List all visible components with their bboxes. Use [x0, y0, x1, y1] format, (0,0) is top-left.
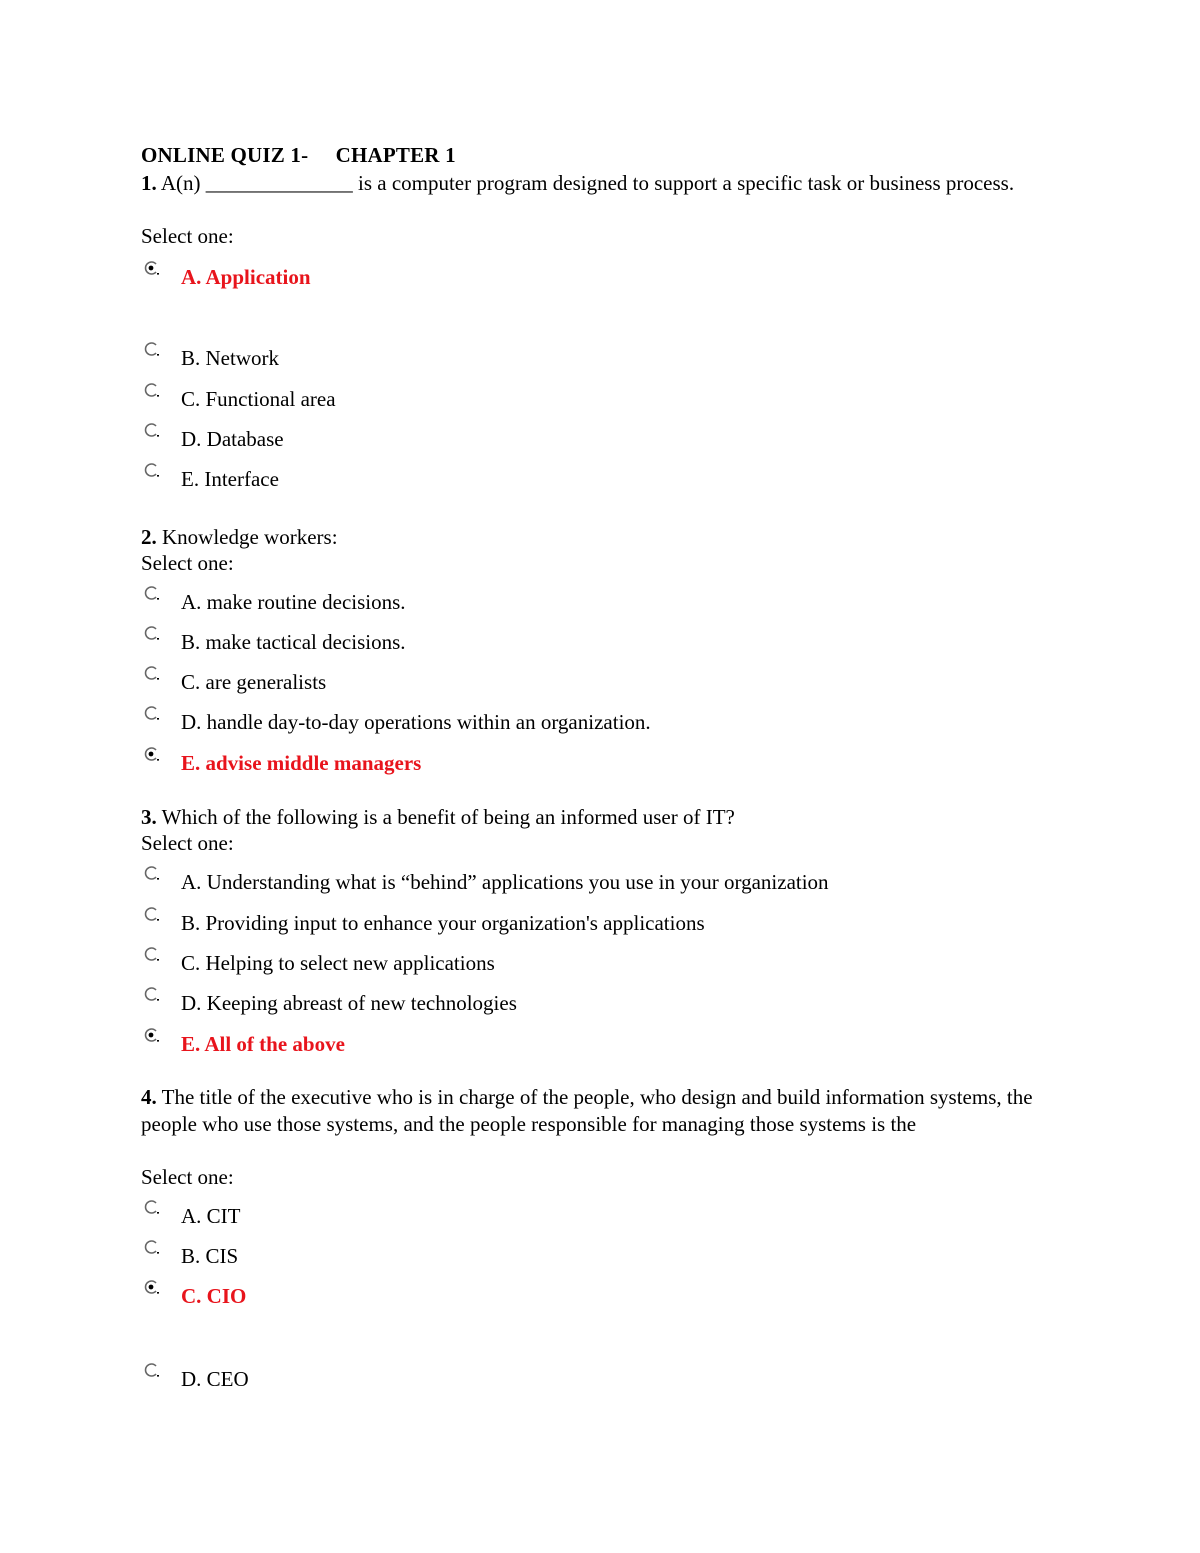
- question-1-text: [141, 170, 1041, 197]
- option-label: C. Functional area: [181, 387, 336, 411]
- radio-unselected-icon[interactable]: [143, 1239, 159, 1255]
- radio-unselected-icon[interactable]: [143, 986, 159, 1002]
- option-label: C. CIO: [181, 1284, 247, 1308]
- question-number: 3.: [141, 805, 157, 829]
- radio-selected-icon[interactable]: [143, 746, 159, 762]
- option-label: A. Understanding what is “behind” applications you use in your organization: [181, 870, 829, 894]
- select-one-label: Select one:: [141, 831, 234, 855]
- select-one-label: Select one:: [141, 1165, 234, 1189]
- radio-unselected-icon[interactable]: [143, 585, 159, 601]
- question-body: The title of the executive who is in charge of the people, who design and build information systems, the people who use those systems, and the people responsible for managing those systems is the: [141, 1085, 1033, 1136]
- question-number: 4.: [141, 1085, 157, 1109]
- radio-selected-icon[interactable]: [143, 1027, 159, 1043]
- select-one-label: Select one:: [141, 551, 234, 575]
- option-label: E. advise middle managers: [181, 751, 422, 775]
- select-one-label: Select one:: [141, 224, 234, 248]
- option-label: E. Interface: [181, 467, 279, 491]
- radio-unselected-icon[interactable]: [143, 382, 159, 398]
- option-label: A. CIT: [181, 1204, 241, 1228]
- question-number: 2.: [141, 525, 157, 549]
- option-label: A. Application: [181, 265, 311, 289]
- question-number: 1.: [141, 171, 157, 195]
- option-label: E. All of the above: [181, 1032, 345, 1056]
- radio-unselected-icon[interactable]: [143, 946, 159, 962]
- option-label: B. make tactical decisions.: [181, 630, 406, 654]
- question-body: A(n) ______________ is a computer program designed to support a specific task or business process.: [156, 171, 1015, 195]
- radio-unselected-icon[interactable]: [143, 865, 159, 881]
- radio-selected-icon[interactable]: [143, 1279, 159, 1295]
- option-label: B. Network: [181, 346, 279, 370]
- option-label: D. Keeping abreast of new technologies: [181, 991, 517, 1015]
- question-3-text: [141, 804, 1041, 831]
- option-label: A. make routine decisions.: [181, 590, 406, 614]
- question-4-text: [141, 1084, 1041, 1138]
- question-body: Knowledge workers:: [156, 525, 338, 549]
- option-label: D. handle day-to-day operations within an organization.: [181, 710, 651, 734]
- radio-unselected-icon[interactable]: [143, 422, 159, 438]
- radio-unselected-icon[interactable]: [143, 705, 159, 721]
- radio-unselected-icon[interactable]: [143, 462, 159, 478]
- question-body: Which of the following is a benefit of being an informed user of IT?: [156, 805, 735, 829]
- radio-unselected-icon[interactable]: [143, 1362, 159, 1378]
- radio-unselected-icon[interactable]: [143, 341, 159, 357]
- option-label: D. CEO: [181, 1367, 249, 1391]
- radio-unselected-icon[interactable]: [143, 1199, 159, 1215]
- radio-unselected-icon[interactable]: [143, 625, 159, 641]
- radio-unselected-icon[interactable]: [143, 906, 159, 922]
- option-label: C. are generalists: [181, 670, 327, 694]
- radio-selected-icon[interactable]: [143, 260, 159, 276]
- radio-unselected-icon[interactable]: [143, 665, 159, 681]
- quiz-title: ONLINE QUIZ 1- CHAPTER 1: [141, 143, 456, 167]
- option-label: B. Providing input to enhance your organization's applications: [181, 911, 705, 935]
- question-2-text: [141, 524, 1041, 551]
- option-label: B. CIS: [181, 1244, 239, 1268]
- option-label: D. Database: [181, 427, 284, 451]
- option-label: C. Helping to select new applications: [181, 951, 495, 975]
